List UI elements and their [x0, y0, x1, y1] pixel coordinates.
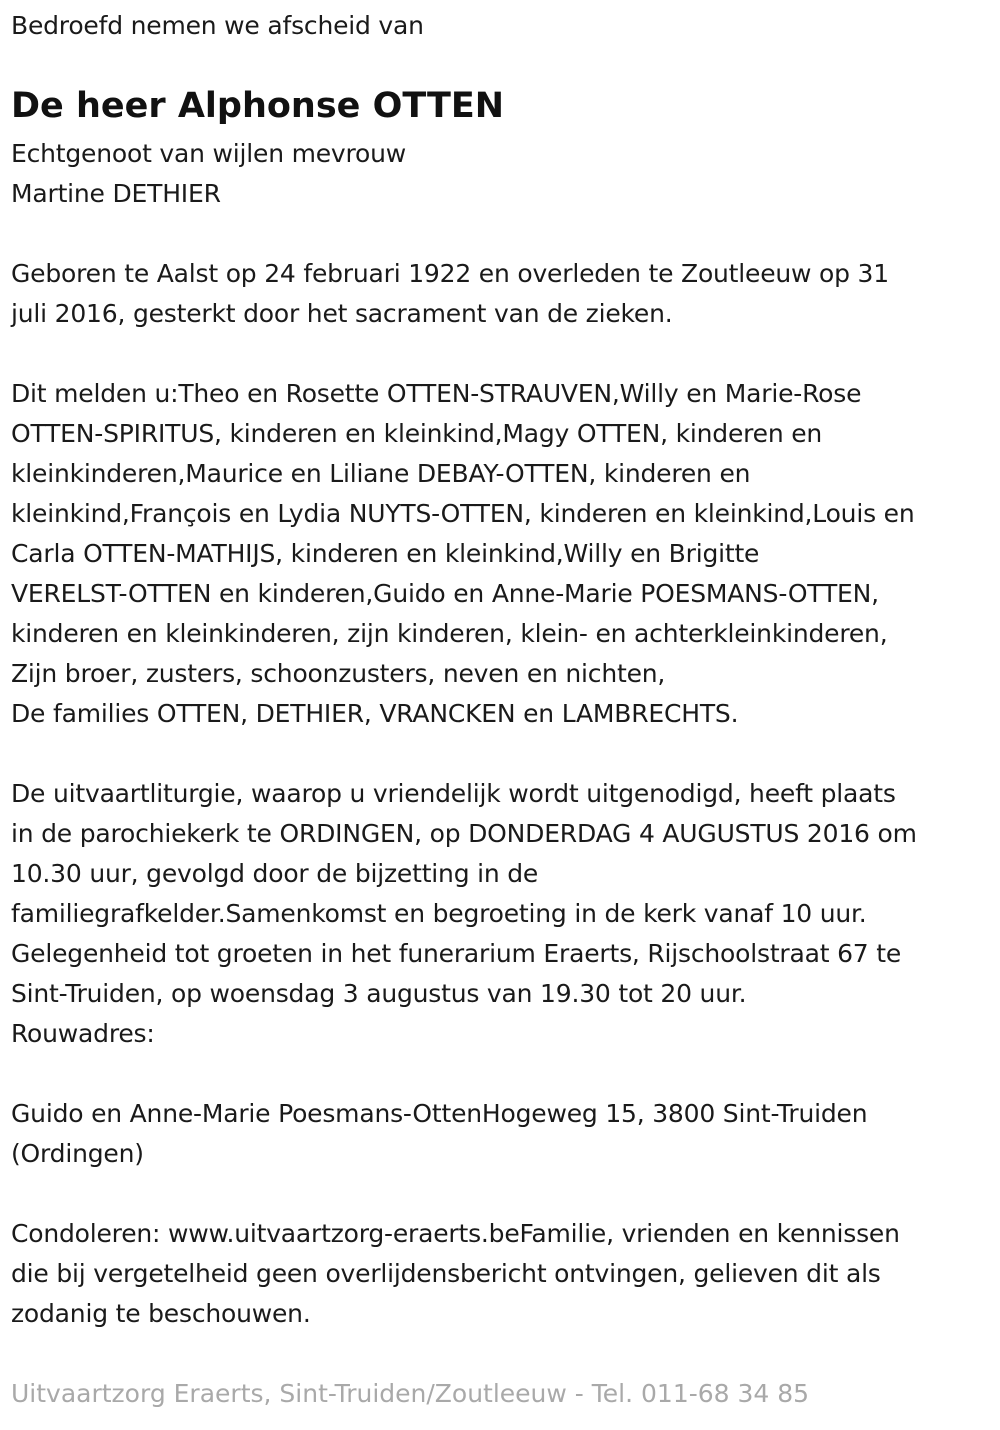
family-line: Carla OTTEN-MATHIJS, kinderen en kleinkind,Willy en Brigitte	[11, 539, 760, 568]
family-line: kleinkind,François en Lydia NUYTS-OTTEN, kinderen en kleinkind,Louis en	[11, 499, 915, 528]
ceremony-line: familiegrafkelder.Samenkomst en begroeting in de kerk vanaf 10 uur.	[11, 899, 867, 928]
funeral-home-footer: Uitvaartzorg Eraerts, Sint-Truiden/Zoutleeuw - Tel. 011-68 34 85	[11, 1379, 810, 1408]
ceremony-line: De uitvaartliturgie, waarop u vriendelijk wordt uitgenodigd, heeft plaats	[11, 779, 896, 808]
family-line: kleinkinderen,Maurice en Liliane DEBAY-OTTEN, kinderen en	[11, 459, 751, 488]
condolence-line: zodanig te beschouwen.	[11, 1299, 311, 1328]
address-line: Guido en Anne-Marie Poesmans-OttenHogeweg 15, 3800 Sint-Truiden	[11, 1099, 868, 1128]
family-line: Zijn broer, zusters, schoonzusters, neven en nichten,	[11, 659, 666, 688]
birth-line: Geboren te Aalst op 24 februari 1922 en overleden te Zoutleeuw op 31	[11, 259, 889, 288]
ceremony-line: 10.30 uur, gevolgd door de bijzetting in de	[11, 859, 539, 888]
family-section	[11, 374, 914, 734]
family-line: De families OTTEN, DETHIER, VRANCKEN en LAMBRECHTS.	[11, 699, 739, 728]
family-line: VERELST-OTTEN en kinderen,Guido en Anne-Marie POESMANS-OTTEN,	[11, 579, 879, 608]
spouse-line: Martine DETHIER	[11, 179, 221, 208]
condolences-section	[11, 1214, 900, 1334]
intro-text: Bedroefd nemen we afscheid van	[11, 11, 424, 40]
ceremony-line: in de parochiekerk te ORDINGEN, op DONDERDAG 4 AUGUSTUS 2016 om	[11, 819, 917, 848]
condolence-line: Condoleren: www.uitvaartzorg-eraerts.beFamilie, vrienden en kennissen	[11, 1219, 900, 1248]
address-line: (Ordingen)	[11, 1139, 144, 1168]
ceremony-section	[11, 774, 917, 1054]
birth-death-section	[11, 254, 889, 334]
ceremony-line: Sint-Truiden, op woensdag 3 augustus van 19.30 tot 20 uur.	[11, 979, 747, 1008]
ceremony-line: Gelegenheid tot groeten in het funerarium Eraerts, Rijschoolstraat 67 te	[11, 939, 902, 968]
family-line: OTTEN-SPIRITUS, kinderen en kleinkind,Magy OTTEN, kinderen en	[11, 419, 823, 448]
family-line: Dit melden u:Theo en Rosette OTTEN-STRAUVEN,Willy en Marie-Rose	[11, 379, 862, 408]
ceremony-line: Rouwadres:	[11, 1019, 155, 1048]
spouse-section	[11, 134, 406, 214]
condolence-line: die bij vergetelheid geen overlijdensbericht ontvingen, gelieven dit als	[11, 1259, 881, 1288]
birth-line: juli 2016, gesterkt door het sacrament van de zieken.	[11, 299, 673, 328]
mourning-address-section	[11, 1094, 867, 1174]
family-line: kinderen en kleinkinderen, zijn kinderen, klein- en achterkleinkinderen,	[11, 619, 888, 648]
deceased-name: De heer Alphonse OTTEN	[11, 86, 505, 126]
spouse-line: Echtgenoot van wijlen mevrouw	[11, 139, 407, 168]
